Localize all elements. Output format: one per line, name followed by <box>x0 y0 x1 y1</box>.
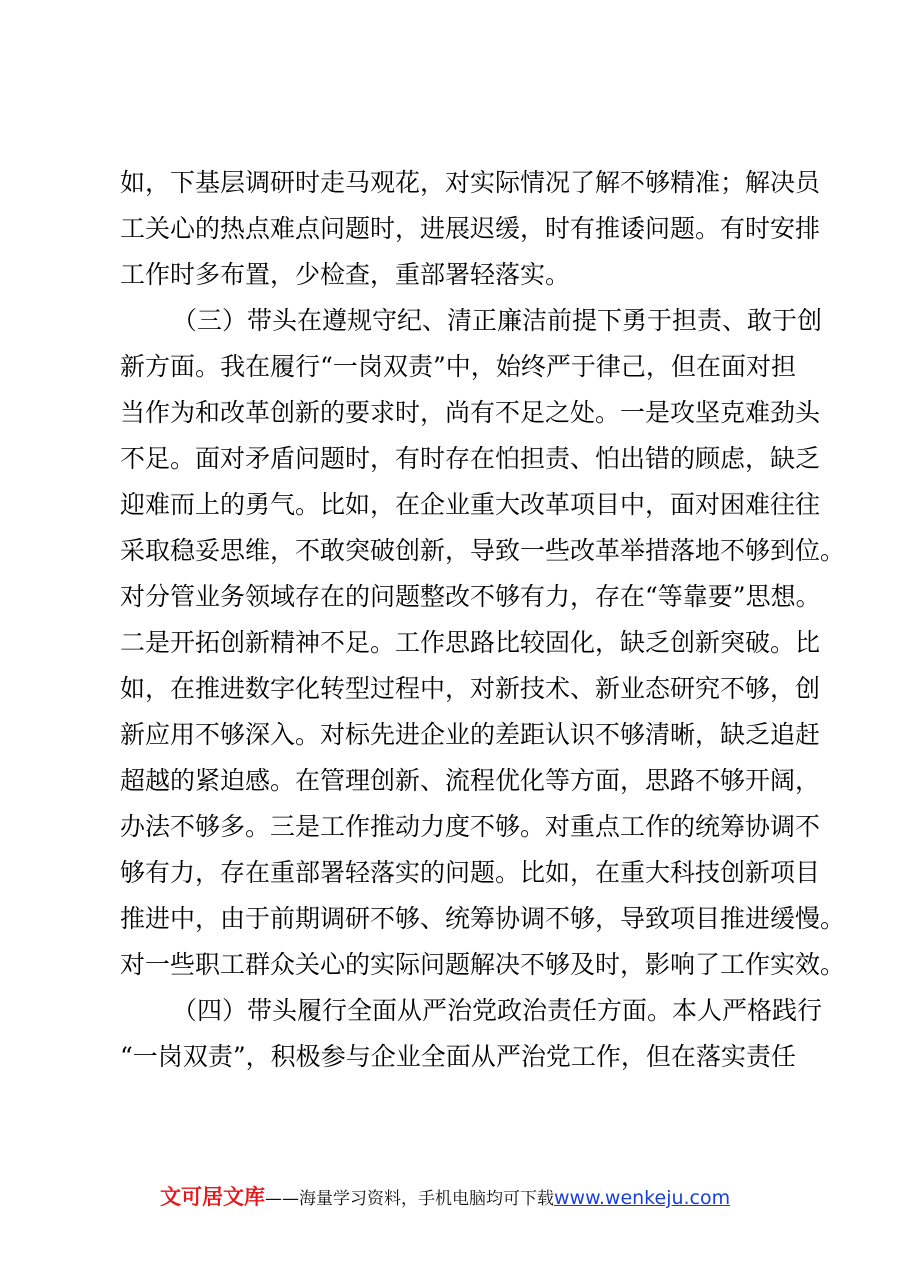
text-line: 办法不够多。三是工作推动力度不够。对重点工作的统筹协调不 <box>120 812 821 841</box>
text-line: 够有力，存在重部署轻落实的问题。比如，在重大科技创新项目 <box>120 858 821 887</box>
footer-brand: 文可居文库 <box>160 1185 265 1209</box>
document-body <box>120 160 846 1080</box>
text-line: 超越的紧迫感。在管理创新、流程优化等方面，思路不够开阔， <box>120 766 821 795</box>
text-line: 推进中，由于前期调研不够、统筹协调不够，导致项目推进缓慢。 <box>120 904 846 933</box>
text-line: 二是开拓创新精神不足。工作思路比较固化，缺乏创新突破。比 <box>120 628 821 657</box>
section-heading-line: （三）带头在遵规守纪、清正廉洁前提下勇于担责、敢于创 <box>172 306 823 335</box>
text-line: 新应用不够深入。对标先进企业的差距认识不够清晰，缺乏追赶 <box>120 720 821 749</box>
text-line: 当作为和改革创新的要求时，尚有不足之处。一是攻坚克难劲头 <box>120 398 821 427</box>
text-line: 如，在推进数字化转型过程中，对新技术、新业态研究不够，创 <box>120 674 821 703</box>
text-line: “一岗双责”，积极参与企业全面从严治党工作，但在落实责任 <box>120 1042 796 1071</box>
footer-slogan: ——海量学习资料，手机电脑均可下载 <box>265 1189 554 1209</box>
footer-banner <box>160 1182 730 1212</box>
text-line: 如，下基层调研时走马观花，对实际情况了解不够精准；解决员 <box>120 168 821 197</box>
section-heading-line: （四）带头履行全面从严治党政治责任方面。本人严格践行 <box>172 996 823 1025</box>
text-line: 工关心的热点难点问题时，进展迟缓，时有推诿问题。有时安排 <box>120 214 821 243</box>
text-line: 对分管业务领域存在的问题整改不够有力，存在“等靠要”思想。 <box>120 582 821 611</box>
text-line: 采取稳妥思维，不敢突破创新，导致一些改革举措落地不够到位。 <box>120 536 846 565</box>
text-line: 新方面。我在履行“一岗双责”中，始终严于律己，但在面对担 <box>120 352 796 381</box>
text-line: 工作时多布置，少检查，重部署轻落实。 <box>120 260 571 289</box>
text-line: 迎难而上的勇气。比如，在企业重大改革项目中，面对困难往往 <box>120 490 821 519</box>
footer-site-link[interactable]: www.wenkeju.com <box>554 1187 731 1209</box>
text-line: 对一些职工群众关心的实际问题解决不够及时，影响了工作实效。 <box>120 950 846 979</box>
text-line: 不足。面对矛盾问题时，有时存在怕担责、怕出错的顾虑，缺乏 <box>120 444 821 473</box>
